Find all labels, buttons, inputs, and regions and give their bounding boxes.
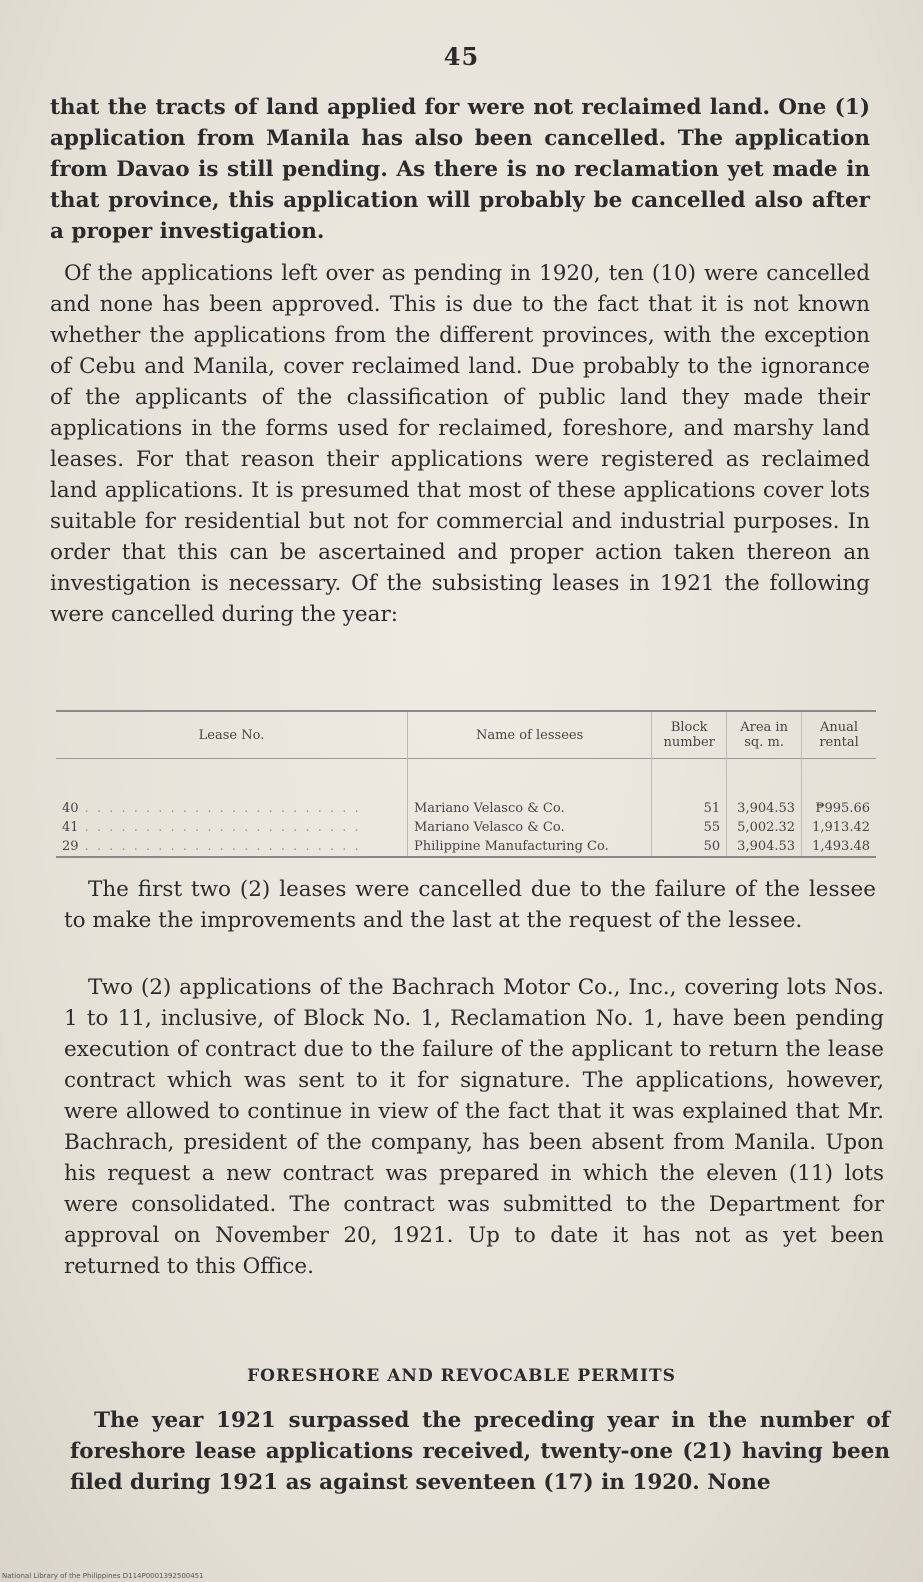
- lease-no: 41: [62, 820, 79, 835]
- header-area: Area in sq. m.: [727, 711, 802, 759]
- page-number: 45: [443, 42, 480, 71]
- table-row: [56, 818, 876, 837]
- block-number: 55: [652, 818, 727, 837]
- leader-dots: . . . . . . . . . . . . . . . . . . . . . . .: [78, 839, 361, 854]
- cancelled-leases-table: [56, 710, 876, 858]
- block-number: 51: [652, 759, 727, 819]
- block-number: 50: [652, 837, 727, 857]
- area: 5,002.32: [727, 818, 802, 837]
- leader-dots: . . . . . . . . . . . . . . . . . . . . . . .: [78, 801, 361, 816]
- table-row: [56, 759, 876, 819]
- paragraph-1: that the tracts of land applied for were not reclaimed land. One (1) application from Manila has also been cancelled. The application from Davao is still pending. As there is no reclamation yet made in that province, this application will probably be cancelled also after a proper investigation.: [50, 95, 870, 244]
- header-lease-no: Lease No.: [198, 727, 265, 743]
- archive-footer-note: National Library of the Philippines D114P0001392500451: [2, 1572, 204, 1580]
- header-name: Name of lessees: [408, 711, 652, 759]
- lessee-name: Philippine Manufacturing Co.: [408, 837, 652, 857]
- header-block: Block number: [652, 711, 727, 759]
- lease-no: 29: [62, 839, 79, 854]
- paragraph-3: The first two (2) leases were cancelled due to the failure of the lessee to make the improvements and the last at the request of the lessee.: [64, 877, 876, 933]
- paragraph-4: Two (2) applications of the Bachrach Motor Co., Inc., covering lots Nos. 1 to 11, inclusive, of Block No. 1, Reclamation No. 1, have been pending execution of contract due to the failure of the applicant to return the lease contract which was sent to it for signature. The applications, however, were allowed to continue in view of the fact that it was explained that Mr. Bachrach, president of the company, has been absent from Manila. Upon his request a new contract was prepared in which the eleven (11) lots were consolidated. The contract was submitted to the Department for approval on November 20, 1921. Up to date it has not as yet been returned to this Office.: [64, 975, 884, 1279]
- area: 3,904.53: [727, 837, 802, 857]
- table-row: [56, 837, 876, 857]
- section-heading: FORESHORE AND REVOCABLE PERMITS: [247, 1366, 676, 1386]
- area: 3,904.53: [727, 759, 802, 819]
- lease-no: 40: [62, 801, 79, 816]
- table-header-row: [56, 711, 876, 759]
- rental: 1,913.42: [802, 818, 876, 837]
- header-rental: Anual rental: [802, 711, 876, 759]
- leader-dots: . . . . . . . . . . . . . . . . . . . . . . .: [78, 820, 361, 835]
- paragraph-2: Of the applications left over as pending in 1920, ten (10) were cancelled and none has been approved. This is due to the fact that it is not known whether the applications from the different provinces, with the exception of Cebu and Manila, cover reclaimed land. Due probably to the ignorance of the applicants of the classification of public land they made their applications in the forms used for reclaimed, foreshore, and marshy land leases. For that reason their applications were registered as reclaimed land applications. It is presumed that most of these applications cover lots suitable for residential but not for commercial and industrial purposes. In order that this can be ascertained and proper action taken thereon an investigation is necessary. Of the subsisting leases in 1921 the following were cancelled during the year:: [50, 261, 870, 627]
- rental: 1,493.48: [802, 837, 876, 857]
- rental: ₱995.66: [802, 759, 876, 819]
- lessee-name: Mariano Velasco & Co.: [408, 759, 652, 819]
- lessee-name: Mariano Velasco & Co.: [408, 818, 652, 837]
- paragraph-5: The year 1921 surpassed the preceding year in the number of foreshore lease applications received, twenty-one (21) having been filed during 1921 as against seventeen (17) in 1920. None: [70, 1408, 890, 1495]
